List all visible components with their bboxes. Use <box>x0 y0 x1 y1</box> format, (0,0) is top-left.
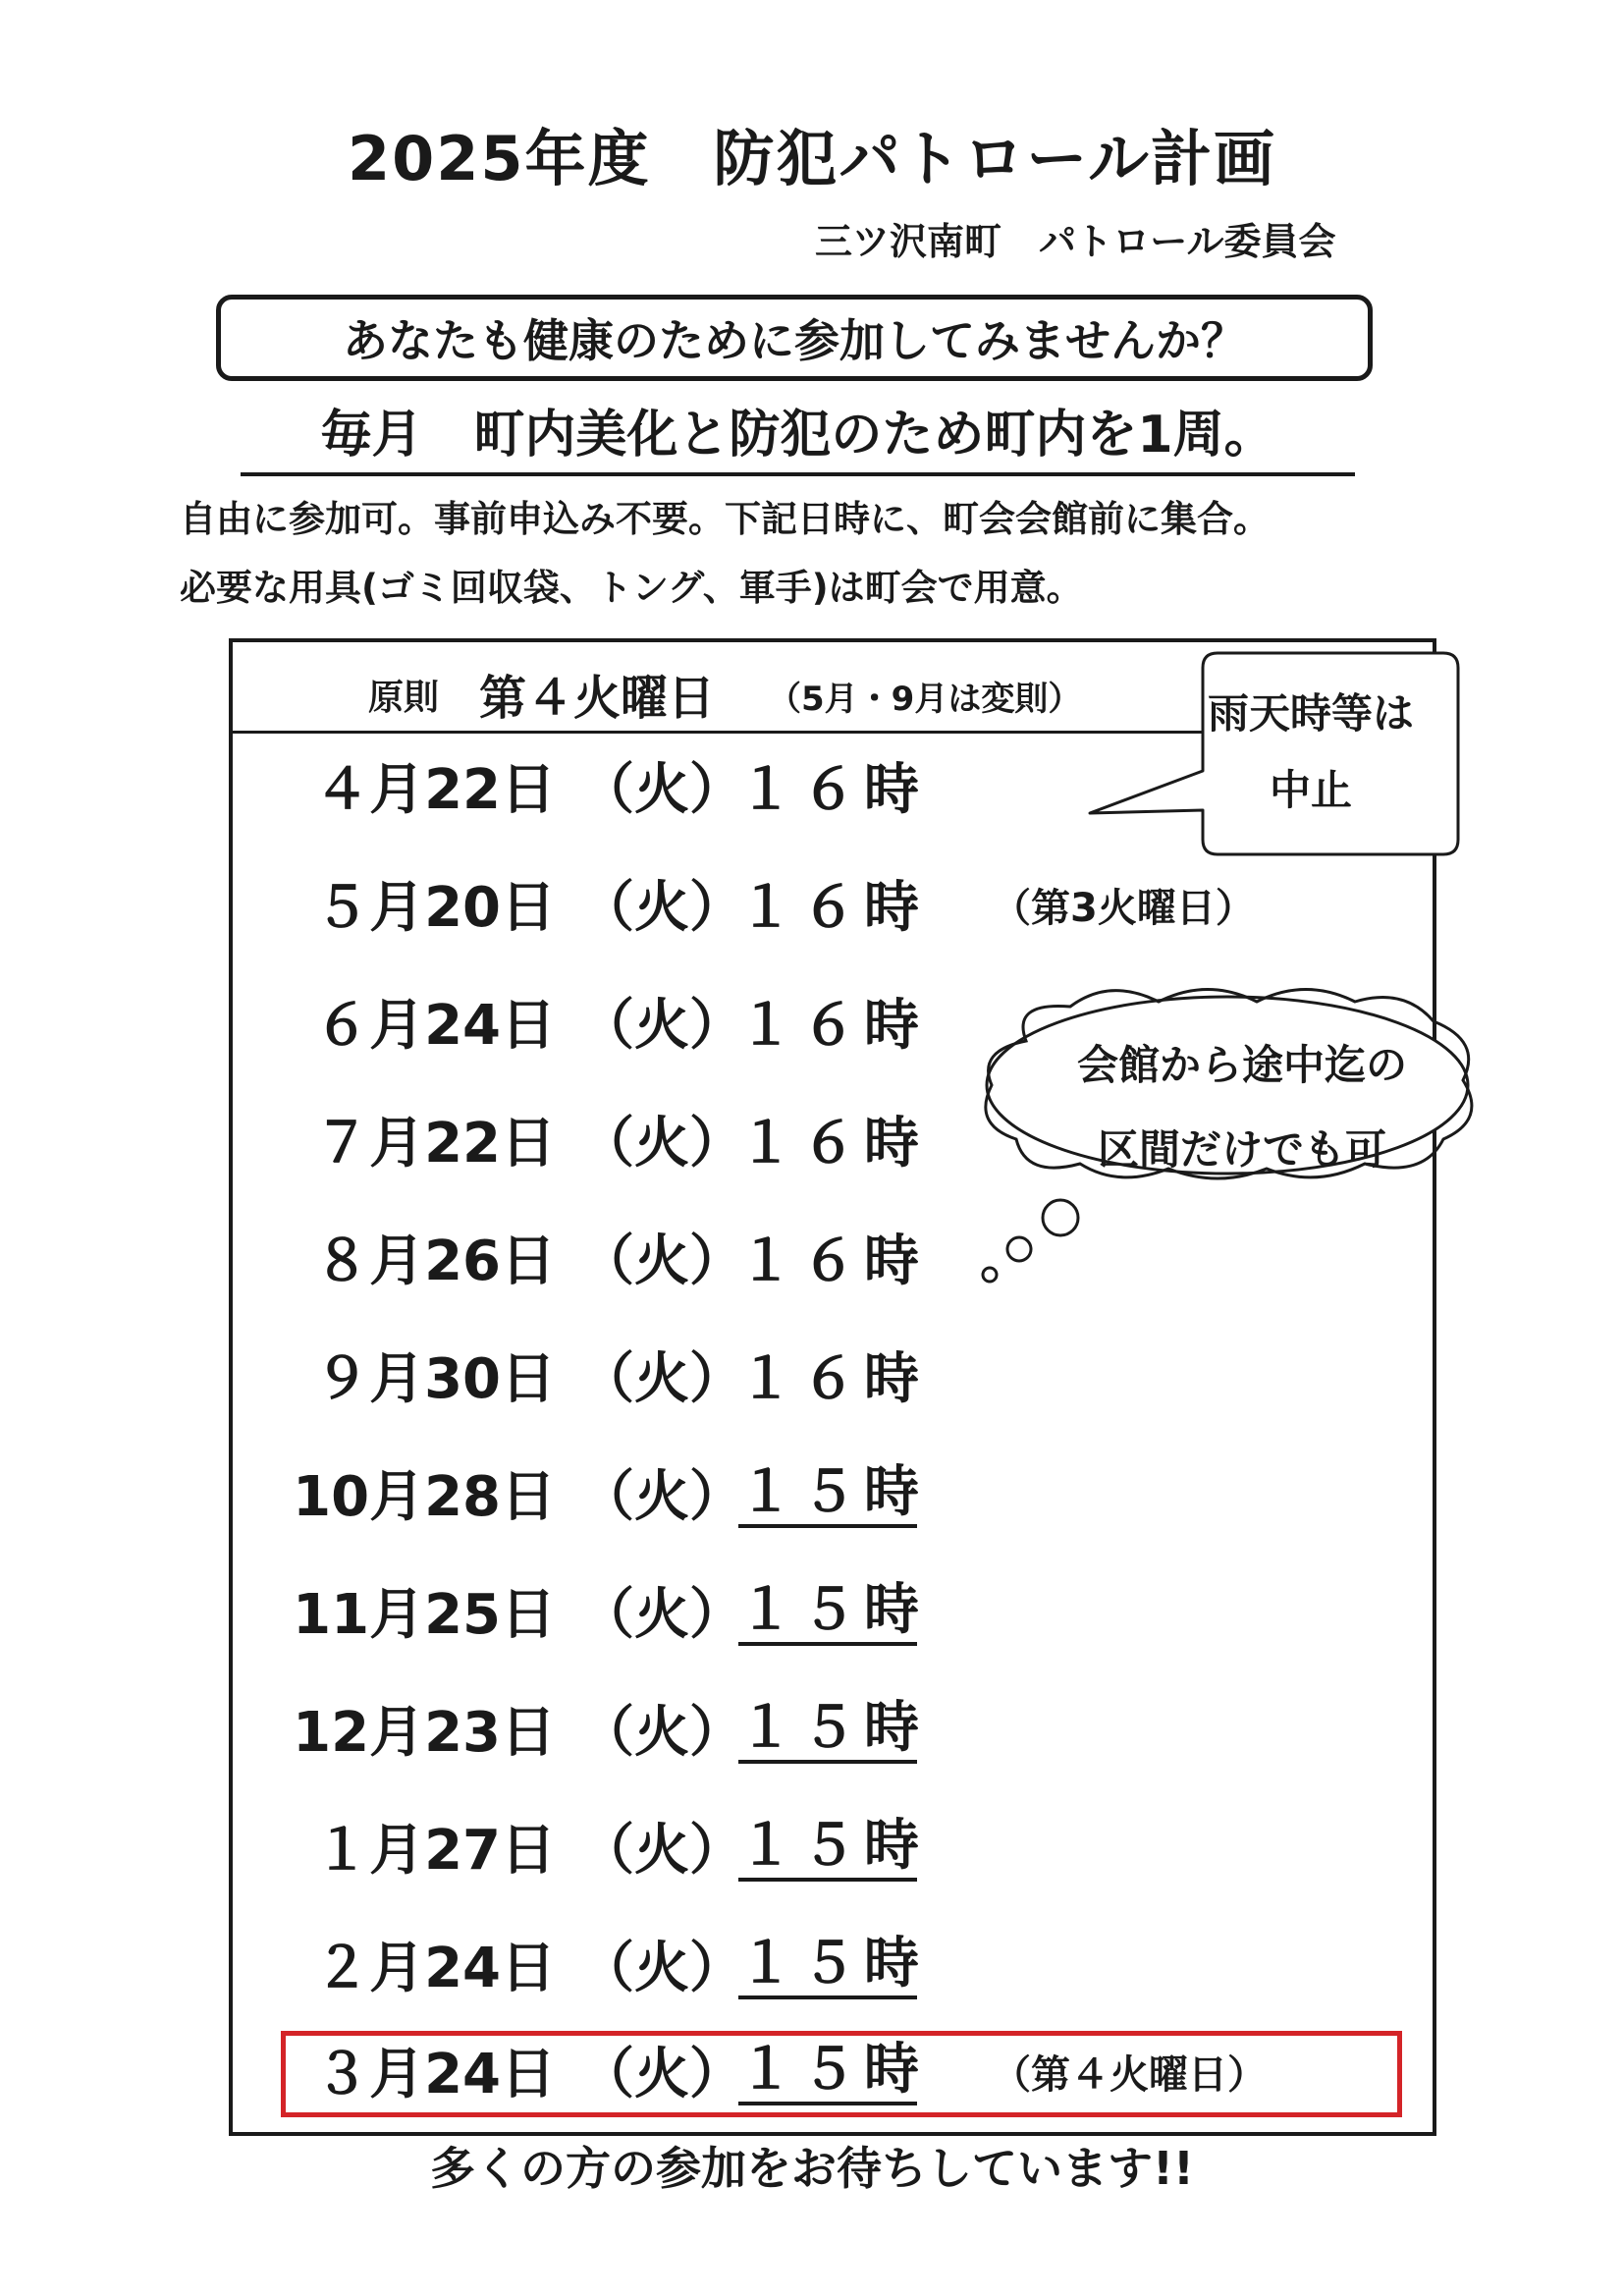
row-time: １５時 <box>738 1463 917 1528</box>
row-time: １６時 <box>738 1230 927 1293</box>
rule-main: 第４火曜日 <box>479 671 716 726</box>
cloud-callout <box>1031 1023 1453 1192</box>
row-date: ７月22日 <box>314 1112 556 1175</box>
rule-prefix: 原則 <box>368 678 440 718</box>
row-date: 11月25日 <box>293 1583 556 1647</box>
row-date: ２月24日 <box>314 1937 556 2000</box>
cloud-line-2: 区間だけでも可 <box>1097 1125 1386 1174</box>
row-time: １６時 <box>738 758 927 822</box>
row-time: １５時 <box>738 1581 917 1646</box>
row-day: （火） <box>579 1819 744 1883</box>
row-day: （火） <box>579 1701 744 1765</box>
invitation-text: あなたも健康のために参加してみませんか？ <box>343 314 1246 367</box>
row-time: １６時 <box>738 994 927 1058</box>
row-date: ６月24日 <box>314 994 556 1058</box>
rain-line-1: 雨天時等は <box>1207 689 1414 738</box>
rain-callout <box>1168 676 1453 829</box>
rain-line-2: 中止 <box>1269 766 1352 814</box>
row-note: （第４火曜日） <box>992 2052 1267 2098</box>
row-day: （火） <box>579 876 744 940</box>
row-day: （火） <box>579 758 744 822</box>
row-day: （火） <box>579 994 744 1058</box>
row-time: １５時 <box>738 1935 917 1999</box>
row-day: （火） <box>579 1112 744 1175</box>
page-title: 2025年度 防犯パトロール計画 <box>347 123 1277 194</box>
row-date: ４月22日 <box>314 758 556 822</box>
row-day: （火） <box>579 1583 744 1647</box>
row-time: １５時 <box>738 1699 917 1764</box>
footer-message: 多くの方の参加をお待ちしています!! <box>430 2142 1194 2195</box>
row-note: （第3火曜日） <box>992 886 1255 931</box>
row-date: １月27日 <box>314 1819 556 1883</box>
cloud-line-1: 会館から途中迄の <box>1076 1041 1407 1089</box>
row-date: 12月23日 <box>293 1701 556 1765</box>
monthly-line: 毎月 町内美化と防犯のため町内を1周。 <box>241 393 1355 476</box>
row-day: （火） <box>579 1937 744 2000</box>
row-time: １５時 <box>738 2041 917 2105</box>
row-time: １６時 <box>738 1347 927 1411</box>
row-time: １６時 <box>738 1112 927 1175</box>
rule-exception: （5月・9月は変則） <box>768 680 1082 719</box>
row-time: １６時 <box>738 876 927 940</box>
highlight-box <box>281 2031 1402 2117</box>
organization-name: 三ツ沢南町 パトロール委員会 <box>815 220 1336 263</box>
row-time: １５時 <box>738 1817 917 1882</box>
row-day: （火） <box>579 2043 744 2106</box>
row-day: （火） <box>579 1347 744 1411</box>
row-date: ３月24日 <box>314 2043 556 2106</box>
row-day: （火） <box>579 1465 744 1529</box>
row-date: ５月20日 <box>314 876 556 940</box>
row-date: ９月30日 <box>314 1347 556 1411</box>
invitation-box <box>216 295 1373 381</box>
note-line-2: 必要な用具(ゴミ回収袋、トング、軍手)は町会で用意。 <box>180 567 1083 609</box>
row-date: ８月26日 <box>314 1230 556 1293</box>
row-date: 10月28日 <box>293 1465 556 1529</box>
row-day: （火） <box>579 1230 744 1293</box>
note-line-1: 自由に参加可。事前申込み不要。下記日時に、町会会館前に集合。 <box>180 498 1270 540</box>
